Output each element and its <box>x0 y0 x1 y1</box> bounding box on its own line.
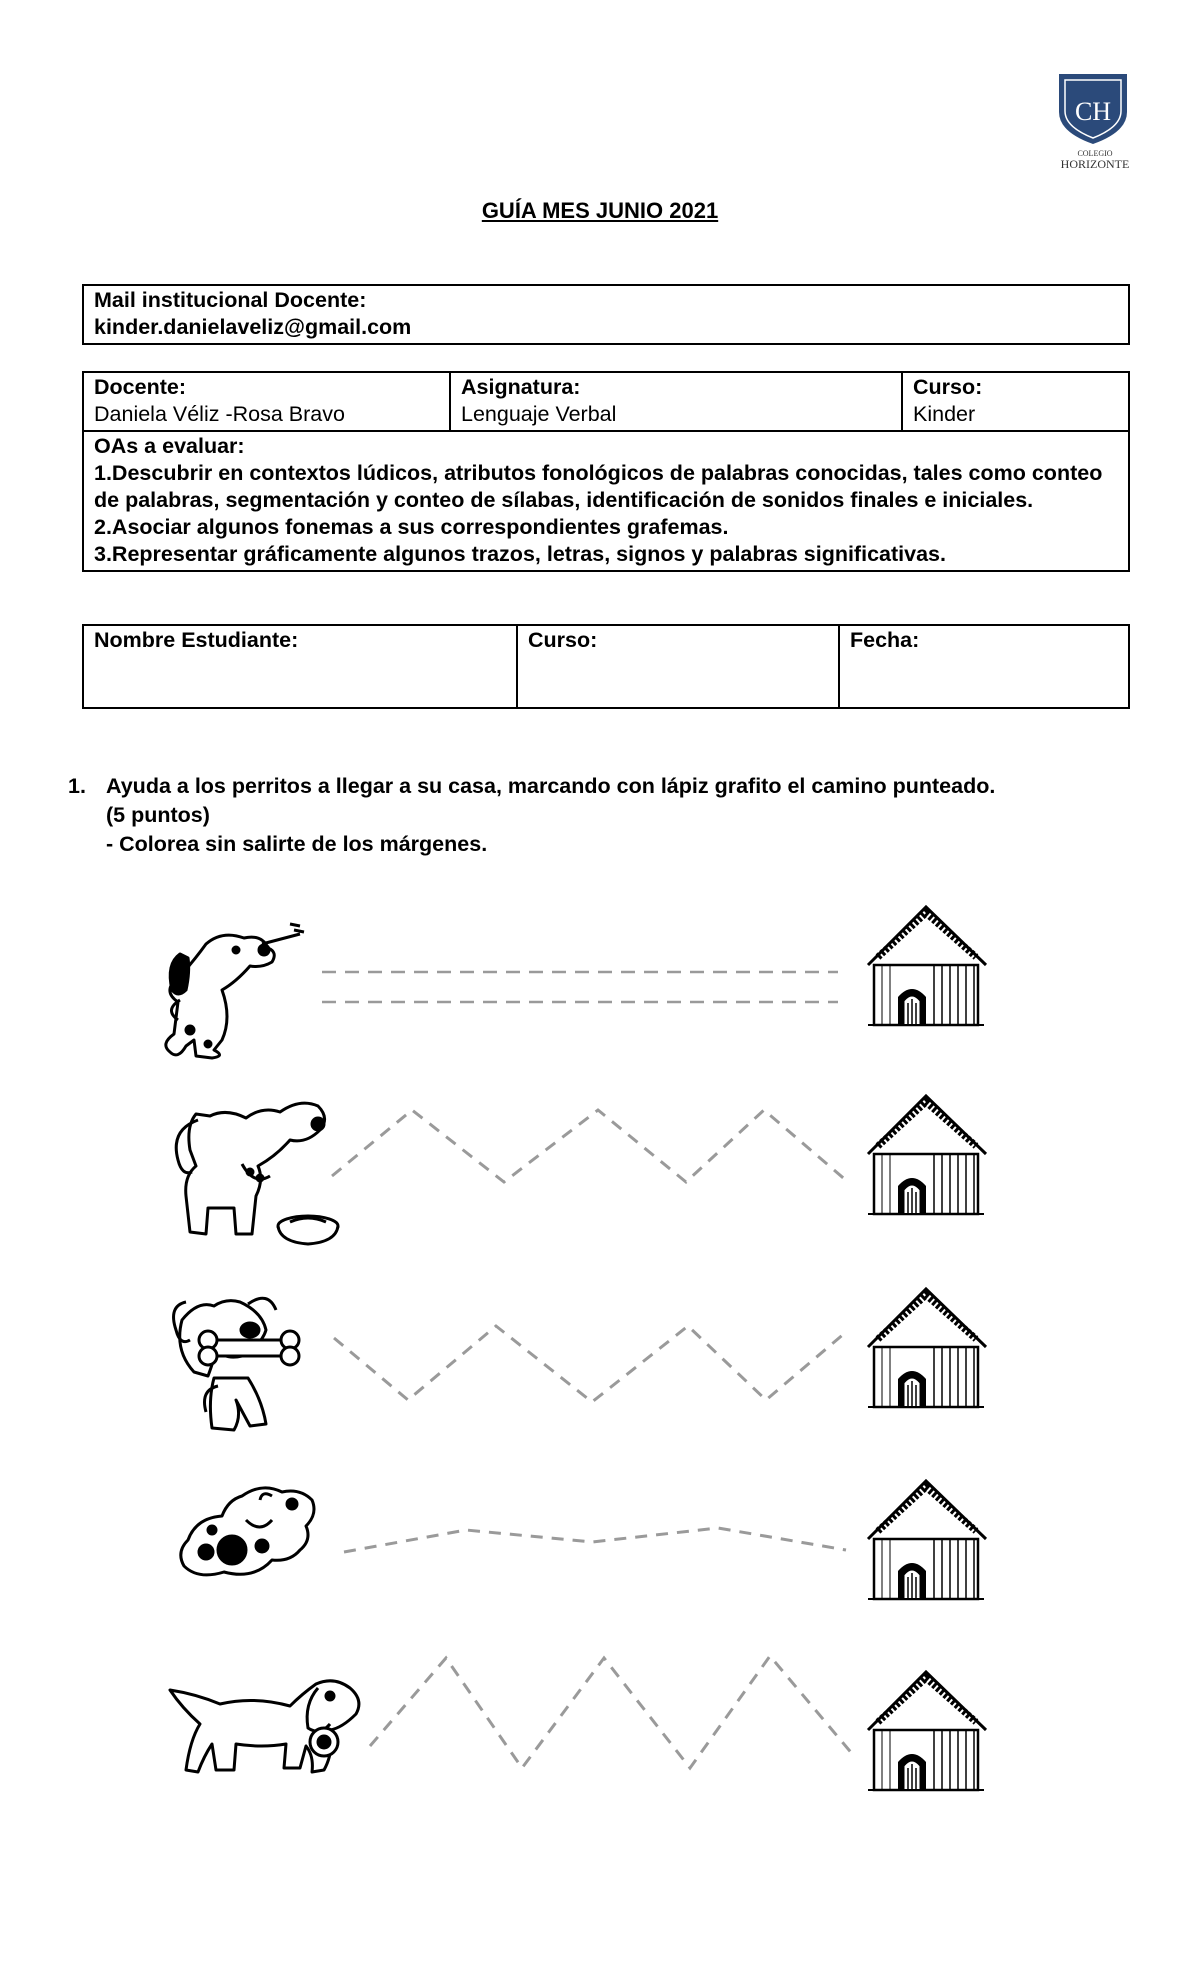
question-points: (5 puntos) <box>106 803 210 827</box>
dashed-path-1 <box>322 972 838 1002</box>
dog-3-icon <box>174 1298 299 1430</box>
dashed-path-2 <box>332 1110 848 1182</box>
oas-label: OAs a evaluar: <box>94 434 245 458</box>
dog-1-icon <box>166 924 304 1058</box>
tracing-exercise <box>0 880 1200 1820</box>
student-name-cell[interactable] <box>83 625 517 708</box>
question-text: Ayuda a los perritos a llegar a su casa, marcando con lápiz grafito el camino punteado. <box>106 774 996 798</box>
dashed-path-4 <box>344 1528 846 1552</box>
page-title: GUÍA MES JUNIO 2021 <box>481 198 719 223</box>
question-subitem: - Colorea sin salirte de los márgenes. <box>106 832 488 856</box>
dashed-path-5 <box>370 1656 854 1768</box>
mail-box <box>82 284 1130 345</box>
doghouse-5-icon <box>868 1672 986 1790</box>
oa-2: 2.Asociar algunos fonemas a sus correspondientes grafemas. <box>94 515 729 539</box>
curso-value: Kinder <box>913 402 976 426</box>
doghouse-3-icon <box>868 1289 986 1407</box>
student-date-cell[interactable] <box>839 625 1129 708</box>
student-course-cell[interactable] <box>517 625 839 708</box>
asignatura-label: Asignatura: <box>461 375 581 399</box>
asignatura-value: Lenguaje Verbal <box>461 402 617 426</box>
docente-value: Daniela Véliz -Rosa Bravo <box>94 402 345 426</box>
logo-caption-2: HORIZONTE <box>1060 157 1130 171</box>
oa-1: 1.Descubrir en contextos lúdicos, atributos fonológicos de palabras conocidas, tales como conteo de palabras, segmentación y conteo de sílabas, identificación de sonidos finales e iniciales. <box>94 461 1103 512</box>
logo-initials: CH <box>1074 97 1112 126</box>
logo-caption-1: COLEGIO <box>1077 149 1113 158</box>
student-course-label: Curso: <box>528 628 598 652</box>
student-date-label: Fecha: <box>850 628 920 652</box>
student-name-label: Nombre Estudiante: <box>94 628 299 652</box>
dog-5-icon <box>170 1681 359 1772</box>
mail-value: kinder.danielaveliz@gmail.com <box>94 315 412 339</box>
info-table <box>82 371 1130 572</box>
doghouse-4-icon <box>868 1481 986 1599</box>
student-table <box>82 624 1130 709</box>
dashed-path-3 <box>334 1326 846 1402</box>
curso-label: Curso: <box>913 375 983 399</box>
doghouse-1-icon <box>868 907 986 1025</box>
oa-3: 3.Representar gráficamente algunos trazos, letras, signos y palabras significativas. <box>94 542 946 566</box>
doghouse-2-icon <box>868 1096 986 1214</box>
mail-label: Mail institucional Docente: <box>94 288 367 312</box>
docente-label: Docente: <box>94 375 186 399</box>
school-logo <box>1045 68 1145 172</box>
question-number: 1. <box>68 774 86 798</box>
dog-2-icon <box>176 1103 338 1244</box>
dog-4-icon <box>181 1488 314 1575</box>
